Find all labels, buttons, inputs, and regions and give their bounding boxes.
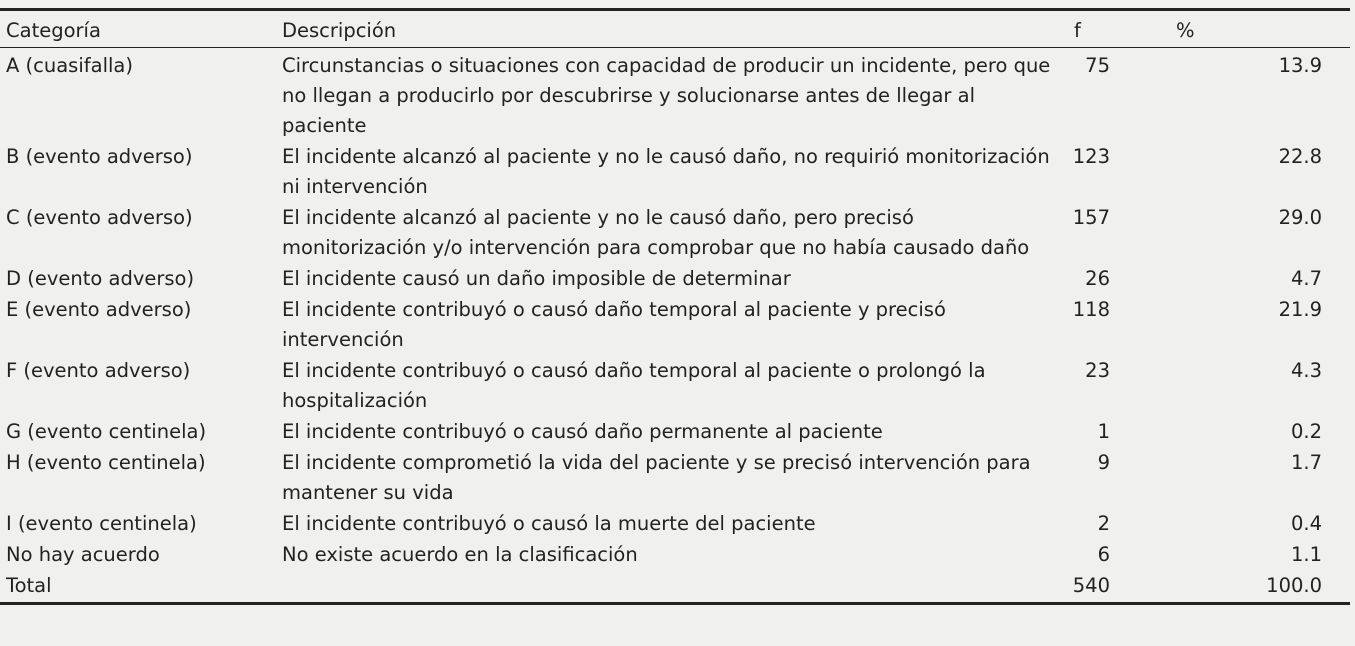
cell-pct: 4.7	[1290, 267, 1322, 290]
cell-categoria: F (evento adverso)	[6, 359, 191, 382]
cell-descripcion: Circunstancias o situaciones con capacidad de producir un incidente, pero que no llegan a producirlo por descubrirse y solucionarse antes de llegar al paciente	[282, 54, 1051, 137]
cell-descripcion: El incidente comprometió la vida del paciente y se precisó intervención para mantener su vida	[282, 451, 1031, 504]
cell-categoria: A (cuasifalla)	[6, 54, 133, 77]
cell-pct: 100.0	[1266, 574, 1322, 597]
cell-f: 157	[1072, 206, 1110, 229]
cell-pct: 21.9	[1278, 298, 1322, 321]
cell-categoria: No hay acuerdo	[6, 543, 160, 566]
cell-categoria: C (evento adverso)	[6, 206, 193, 229]
table-row	[0, 142, 1350, 203]
cell-f: 540	[1072, 574, 1110, 597]
table-row	[0, 448, 1350, 509]
table-row	[0, 356, 1350, 417]
table-row	[0, 417, 1350, 448]
table-row-total	[0, 571, 1350, 604]
cell-descripcion	[282, 571, 1060, 604]
cell-pct: 29.0	[1278, 206, 1322, 229]
cell-pct: 1.7	[1290, 451, 1322, 474]
header-row	[0, 10, 1350, 48]
cell-f: 9	[1097, 451, 1110, 474]
cell-descripcion: El incidente contribuyó o causó daño temporal al paciente o prolongó la hospitalización	[282, 359, 986, 412]
table-row	[0, 48, 1350, 143]
cell-pct: 1.1	[1290, 543, 1322, 566]
cell-categoria: G (evento centinela)	[6, 420, 207, 443]
cell-descripcion: El incidente contribuyó o causó daño temporal al paciente y precisó intervención	[282, 298, 946, 351]
table-row	[0, 540, 1350, 571]
classification-table-wrapper	[0, 8, 1350, 605]
cell-pct: 0.4	[1290, 512, 1322, 535]
cell-categoria: Total	[6, 574, 52, 597]
cell-pct: 0.2	[1290, 420, 1322, 443]
header-f: f	[1074, 19, 1081, 42]
cell-pct: 13.9	[1278, 54, 1322, 77]
cell-f: 23	[1085, 359, 1110, 382]
classification-table	[0, 8, 1350, 605]
table-row	[0, 509, 1350, 540]
table-body	[0, 48, 1350, 604]
table-header	[0, 10, 1350, 48]
cell-descripcion: El incidente alcanzó al paciente y no le causó daño, no requirió monitorización ni intervención	[282, 145, 1050, 198]
cell-f: 118	[1072, 298, 1110, 321]
cell-categoria: E (evento adverso)	[6, 298, 192, 321]
cell-f: 6	[1097, 543, 1110, 566]
cell-descripcion: El incidente contribuyó o causó daño permanente al paciente	[282, 420, 883, 443]
cell-f: 123	[1072, 145, 1110, 168]
cell-categoria: B (evento adverso)	[6, 145, 193, 168]
cell-f: 75	[1085, 54, 1110, 77]
cell-pct: 4.3	[1290, 359, 1322, 382]
cell-descripcion: El incidente alcanzó al paciente y no le causó daño, pero precisó monitorización y/o intervención para comprobar que no había causado daño	[282, 206, 1030, 259]
cell-f: 26	[1085, 267, 1110, 290]
header-pct: %	[1176, 19, 1195, 42]
cell-f: 1	[1097, 420, 1110, 443]
header-categoria: Categoría	[6, 19, 101, 42]
header-descripcion: Descripción	[282, 19, 397, 42]
cell-f: 2	[1097, 512, 1110, 535]
cell-categoria: D (evento adverso)	[6, 267, 195, 290]
cell-descripcion: No existe acuerdo en la clasificación	[282, 543, 638, 566]
table-row	[0, 264, 1350, 295]
cell-descripcion: El incidente causó un daño imposible de determinar	[282, 267, 791, 290]
cell-pct: 22.8	[1278, 145, 1322, 168]
table-row	[0, 203, 1350, 264]
table-row	[0, 295, 1350, 356]
cell-categoria: I (evento centinela)	[6, 512, 197, 535]
cell-categoria: H (evento centinela)	[6, 451, 206, 474]
cell-descripcion: El incidente contribuyó o causó la muerte del paciente	[282, 512, 816, 535]
